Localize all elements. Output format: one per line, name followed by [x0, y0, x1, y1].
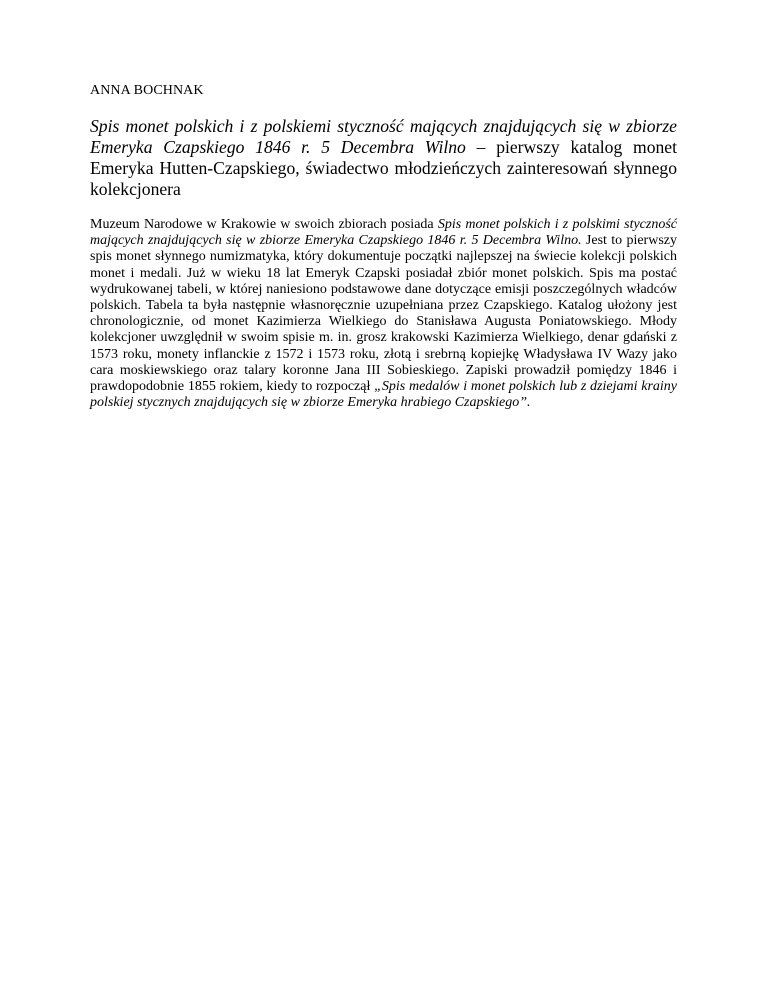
body-italic-quote: „Spis medalów i monet polskich lub z dziejami krainy polskiej stycznych znajdujących się w zbiorze Emeryka hrabiego Czapskiego”.	[90, 379, 677, 411]
author-name: ANNA BOCHNAK	[90, 83, 204, 98]
body-paragraph	[90, 217, 677, 411]
body-text-segment: Jest to pierwszy spis monet słynnego numizmatyka, który dokumentuje początki najlepszej na świecie kolekcji polskich monet i medali. Już w wieku 18 lat Emeryk Czapski posiadał zbiór monet polskich. Spis ma postać wydrukowanej tabeli, w której naniesiono podstawowe dane dotyczące emisji poszczególnych władców polskich. Tabela ta była następnie własnoręcznie uzupełniana przez Czapskiego. Katalog ułożony jest chronologicznie, od monet Kazimierza Wielkiego do Stanisława Augusta Poniatowskiego. Młody kolekcjoner uwzględnił w swoim spisie m. in. grosz krakowski Kazimierza Wielkiego, denar gdański z 1573 roku, monety inflanckie z 1572 i 1573 roku, złotą i srebrną kopiejkę Władysława IV Wazy jako cara moskiewskiego oraz talary koronne Jana III Sobieskiego. Zapiski prowadził pomiędzy 1846 i prawdopodobnie 1855 rokiem, kiedy to rozpoczął	[90, 233, 677, 395]
title-italic-part: Spis monet polskich i z polskiemi styczność mających znajdujących się w zbiorze Emeryka Czapskiego 1846 r. 5 Decembra Wilno	[90, 116, 677, 157]
title-roman-part: – pierwszy katalog monet Emeryka Hutten-Czapskiego, świadectwo młodzieńczych zainteresowań słynnego kolekcjonera	[90, 137, 677, 199]
document-page	[90, 82, 677, 411]
body-text-segment: Muzeum Narodowe w Krakowie w swoich zbiorach posiada	[90, 217, 438, 232]
article-title	[90, 116, 677, 200]
body-italic-title: Spis monet polskich i z polskimi styczność mających znajdujących się w zbiorze Emeryka Czapskiego 1846 r. 5 Decembra Wilno.	[90, 217, 677, 249]
